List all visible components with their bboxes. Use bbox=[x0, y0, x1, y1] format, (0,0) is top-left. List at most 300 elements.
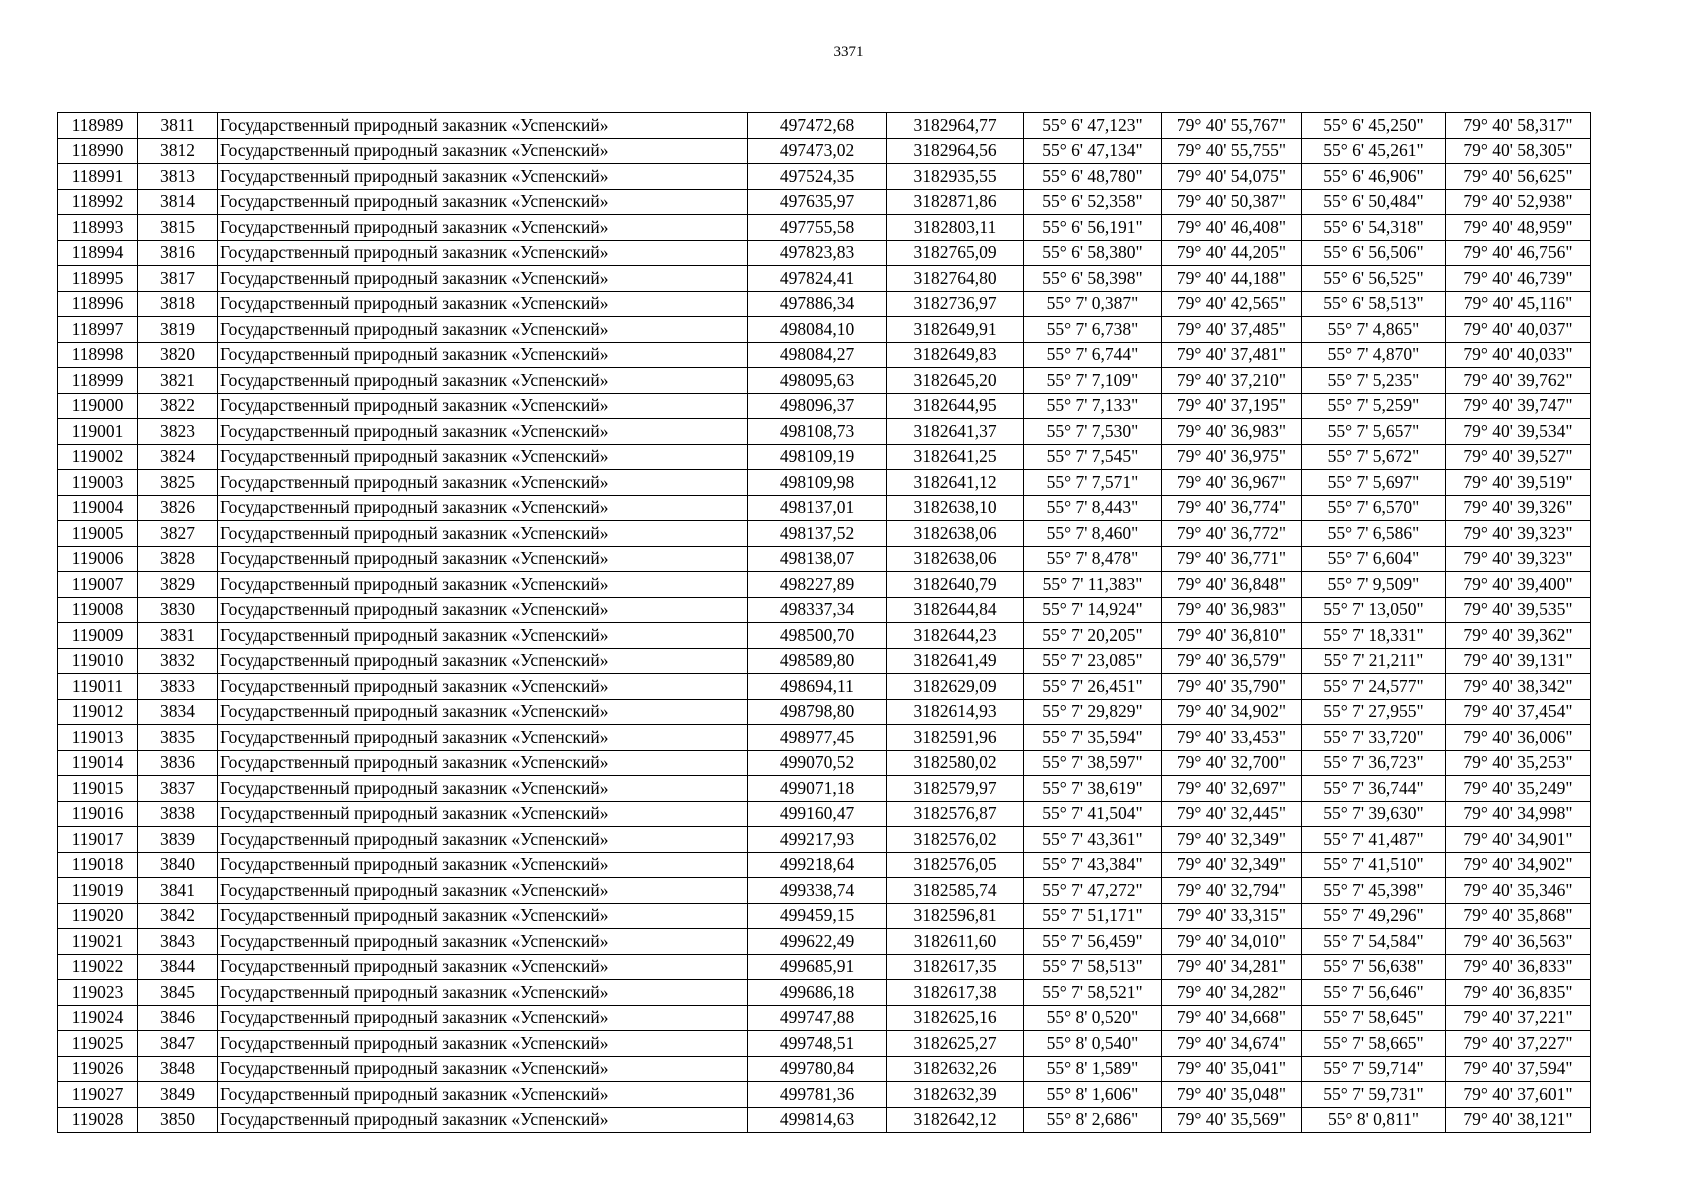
record-id-cell: 119010 bbox=[58, 648, 138, 674]
table-row bbox=[58, 189, 1591, 215]
reserve-name-cell: Государственный природный заказник «Успенский» bbox=[218, 572, 748, 598]
longitude-cell: 79° 40' 36,983" bbox=[1162, 597, 1302, 623]
reserve-name-cell: Государственный природный заказник «Успенский» bbox=[218, 393, 748, 419]
table-row bbox=[58, 878, 1591, 904]
reserve-name-cell: Государственный природный заказник «Успенский» bbox=[218, 725, 748, 751]
latitude-cell: 55° 7' 8,460" bbox=[1024, 521, 1162, 547]
table-row bbox=[58, 317, 1591, 343]
reserve-name-cell: Государственный природный заказник «Успенский» bbox=[218, 776, 748, 802]
latitude-alt-cell: 55° 7' 59,731" bbox=[1302, 1082, 1446, 1108]
latitude-alt-cell: 55° 7' 13,050" bbox=[1302, 597, 1446, 623]
longitude-cell: 79° 40' 34,668" bbox=[1162, 1005, 1302, 1031]
reserve-name-cell: Государственный природный заказник «Успенский» bbox=[218, 444, 748, 470]
x-coordinate-cell: 499160,47 bbox=[748, 801, 887, 827]
latitude-alt-cell: 55° 7' 49,296" bbox=[1302, 903, 1446, 929]
longitude-alt-cell: 79° 40' 39,326" bbox=[1446, 495, 1591, 521]
point-number-cell: 3837 bbox=[138, 776, 218, 802]
y-coordinate-cell: 3182642,12 bbox=[887, 1107, 1024, 1133]
reserve-name-cell: Государственный природный заказник «Успенский» bbox=[218, 495, 748, 521]
reserve-name-cell: Государственный природный заказник «Успенский» bbox=[218, 903, 748, 929]
reserve-name-cell: Государственный природный заказник «Успенский» bbox=[218, 215, 748, 241]
record-id-cell: 119020 bbox=[58, 903, 138, 929]
longitude-cell: 79° 40' 32,445" bbox=[1162, 801, 1302, 827]
longitude-cell: 79° 40' 32,349" bbox=[1162, 827, 1302, 853]
reserve-name-cell: Государственный природный заказник «Успенский» bbox=[218, 954, 748, 980]
longitude-alt-cell: 79° 40' 36,006" bbox=[1446, 725, 1591, 751]
longitude-alt-cell: 79° 40' 35,868" bbox=[1446, 903, 1591, 929]
record-id-cell: 119000 bbox=[58, 393, 138, 419]
table-row bbox=[58, 1031, 1591, 1057]
record-id-cell: 119022 bbox=[58, 954, 138, 980]
table-row bbox=[58, 546, 1591, 572]
latitude-alt-cell: 55° 7' 6,586" bbox=[1302, 521, 1446, 547]
latitude-cell: 55° 8' 0,520" bbox=[1024, 1005, 1162, 1031]
longitude-cell: 79° 40' 34,010" bbox=[1162, 929, 1302, 955]
table-row bbox=[58, 1082, 1591, 1108]
latitude-cell: 55° 7' 43,361" bbox=[1024, 827, 1162, 853]
y-coordinate-cell: 3182614,93 bbox=[887, 699, 1024, 725]
record-id-cell: 119024 bbox=[58, 1005, 138, 1031]
longitude-cell: 79° 40' 36,983" bbox=[1162, 419, 1302, 445]
latitude-alt-cell: 55° 8' 0,811" bbox=[1302, 1107, 1446, 1133]
reserve-name-cell: Государственный природный заказник «Успенский» bbox=[218, 368, 748, 394]
latitude-alt-cell: 55° 7' 58,645" bbox=[1302, 1005, 1446, 1031]
y-coordinate-cell: 3182964,56 bbox=[887, 138, 1024, 164]
longitude-alt-cell: 79° 40' 35,253" bbox=[1446, 750, 1591, 776]
latitude-cell: 55° 7' 8,478" bbox=[1024, 546, 1162, 572]
reserve-name-cell: Государственный природный заказник «Успенский» bbox=[218, 546, 748, 572]
longitude-cell: 79° 40' 50,387" bbox=[1162, 189, 1302, 215]
point-number-cell: 3847 bbox=[138, 1031, 218, 1057]
longitude-alt-cell: 79° 40' 39,519" bbox=[1446, 470, 1591, 496]
latitude-alt-cell: 55° 7' 4,870" bbox=[1302, 342, 1446, 368]
record-id-cell: 118992 bbox=[58, 189, 138, 215]
x-coordinate-cell: 497473,02 bbox=[748, 138, 887, 164]
point-number-cell: 3823 bbox=[138, 419, 218, 445]
record-id-cell: 118993 bbox=[58, 215, 138, 241]
point-number-cell: 3846 bbox=[138, 1005, 218, 1031]
y-coordinate-cell: 3182632,39 bbox=[887, 1082, 1024, 1108]
x-coordinate-cell: 498798,80 bbox=[748, 699, 887, 725]
x-coordinate-cell: 497755,58 bbox=[748, 215, 887, 241]
longitude-alt-cell: 79° 40' 36,833" bbox=[1446, 954, 1591, 980]
point-number-cell: 3836 bbox=[138, 750, 218, 776]
y-coordinate-cell: 3182591,96 bbox=[887, 725, 1024, 751]
longitude-alt-cell: 79° 40' 34,998" bbox=[1446, 801, 1591, 827]
longitude-alt-cell: 79° 40' 39,362" bbox=[1446, 623, 1591, 649]
x-coordinate-cell: 498108,73 bbox=[748, 419, 887, 445]
record-id-cell: 118998 bbox=[58, 342, 138, 368]
latitude-cell: 55° 7' 56,459" bbox=[1024, 929, 1162, 955]
record-id-cell: 119004 bbox=[58, 495, 138, 521]
longitude-alt-cell: 79° 40' 35,249" bbox=[1446, 776, 1591, 802]
latitude-alt-cell: 55° 6' 45,250" bbox=[1302, 113, 1446, 139]
latitude-alt-cell: 55° 7' 56,638" bbox=[1302, 954, 1446, 980]
record-id-cell: 119027 bbox=[58, 1082, 138, 1108]
y-coordinate-cell: 3182580,02 bbox=[887, 750, 1024, 776]
x-coordinate-cell: 498137,01 bbox=[748, 495, 887, 521]
longitude-cell: 79° 40' 32,697" bbox=[1162, 776, 1302, 802]
record-id-cell: 119018 bbox=[58, 852, 138, 878]
latitude-cell: 55° 7' 7,109" bbox=[1024, 368, 1162, 394]
latitude-cell: 55° 7' 14,924" bbox=[1024, 597, 1162, 623]
latitude-alt-cell: 55° 7' 39,630" bbox=[1302, 801, 1446, 827]
longitude-cell: 79° 40' 34,674" bbox=[1162, 1031, 1302, 1057]
longitude-alt-cell: 79° 40' 37,227" bbox=[1446, 1031, 1591, 1057]
longitude-alt-cell: 79° 40' 37,221" bbox=[1446, 1005, 1591, 1031]
reserve-name-cell: Государственный природный заказник «Успенский» bbox=[218, 648, 748, 674]
table-row bbox=[58, 444, 1591, 470]
longitude-alt-cell: 79° 40' 45,116" bbox=[1446, 291, 1591, 317]
reserve-name-cell: Государственный природный заказник «Успенский» bbox=[218, 929, 748, 955]
reserve-name-cell: Государственный природный заказник «Успенский» bbox=[218, 291, 748, 317]
longitude-alt-cell: 79° 40' 37,454" bbox=[1446, 699, 1591, 725]
table-row bbox=[58, 1107, 1591, 1133]
table-row bbox=[58, 521, 1591, 547]
latitude-cell: 55° 7' 51,171" bbox=[1024, 903, 1162, 929]
record-id-cell: 119001 bbox=[58, 419, 138, 445]
latitude-alt-cell: 55° 7' 27,955" bbox=[1302, 699, 1446, 725]
table-row bbox=[58, 801, 1591, 827]
longitude-alt-cell: 79° 40' 56,625" bbox=[1446, 164, 1591, 190]
point-number-cell: 3838 bbox=[138, 801, 218, 827]
latitude-alt-cell: 55° 7' 5,235" bbox=[1302, 368, 1446, 394]
record-id-cell: 119003 bbox=[58, 470, 138, 496]
longitude-cell: 79° 40' 42,565" bbox=[1162, 291, 1302, 317]
longitude-cell: 79° 40' 35,048" bbox=[1162, 1082, 1302, 1108]
y-coordinate-cell: 3182596,81 bbox=[887, 903, 1024, 929]
y-coordinate-cell: 3182803,11 bbox=[887, 215, 1024, 241]
latitude-alt-cell: 55° 7' 58,665" bbox=[1302, 1031, 1446, 1057]
longitude-cell: 79° 40' 46,408" bbox=[1162, 215, 1302, 241]
longitude-cell: 79° 40' 32,794" bbox=[1162, 878, 1302, 904]
record-id-cell: 119005 bbox=[58, 521, 138, 547]
longitude-cell: 79° 40' 37,481" bbox=[1162, 342, 1302, 368]
table-row bbox=[58, 750, 1591, 776]
x-coordinate-cell: 499459,15 bbox=[748, 903, 887, 929]
y-coordinate-cell: 3182629,09 bbox=[887, 674, 1024, 700]
x-coordinate-cell: 499814,63 bbox=[748, 1107, 887, 1133]
table-row bbox=[58, 240, 1591, 266]
record-id-cell: 119006 bbox=[58, 546, 138, 572]
point-number-cell: 3826 bbox=[138, 495, 218, 521]
latitude-cell: 55° 6' 47,123" bbox=[1024, 113, 1162, 139]
latitude-alt-cell: 55° 7' 18,331" bbox=[1302, 623, 1446, 649]
point-number-cell: 3833 bbox=[138, 674, 218, 700]
y-coordinate-cell: 3182644,23 bbox=[887, 623, 1024, 649]
y-coordinate-cell: 3182935,55 bbox=[887, 164, 1024, 190]
latitude-cell: 55° 7' 20,205" bbox=[1024, 623, 1162, 649]
latitude-cell: 55° 7' 38,619" bbox=[1024, 776, 1162, 802]
x-coordinate-cell: 498227,89 bbox=[748, 572, 887, 598]
page-number: 3371 bbox=[833, 44, 864, 60]
longitude-alt-cell: 79° 40' 39,323" bbox=[1446, 546, 1591, 572]
latitude-cell: 55° 6' 56,191" bbox=[1024, 215, 1162, 241]
coordinates-table bbox=[57, 112, 1591, 1133]
point-number-cell: 3828 bbox=[138, 546, 218, 572]
reserve-name-cell: Государственный природный заказник «Успенский» bbox=[218, 138, 748, 164]
x-coordinate-cell: 497635,97 bbox=[748, 189, 887, 215]
y-coordinate-cell: 3182641,25 bbox=[887, 444, 1024, 470]
x-coordinate-cell: 499338,74 bbox=[748, 878, 887, 904]
latitude-cell: 55° 7' 7,133" bbox=[1024, 393, 1162, 419]
longitude-alt-cell: 79° 40' 34,902" bbox=[1446, 852, 1591, 878]
x-coordinate-cell: 498977,45 bbox=[748, 725, 887, 751]
record-id-cell: 119015 bbox=[58, 776, 138, 802]
reserve-name-cell: Государственный природный заказник «Успенский» bbox=[218, 674, 748, 700]
longitude-alt-cell: 79° 40' 48,959" bbox=[1446, 215, 1591, 241]
longitude-alt-cell: 79° 40' 40,033" bbox=[1446, 342, 1591, 368]
longitude-alt-cell: 79° 40' 34,901" bbox=[1446, 827, 1591, 853]
x-coordinate-cell: 499218,64 bbox=[748, 852, 887, 878]
y-coordinate-cell: 3182645,20 bbox=[887, 368, 1024, 394]
longitude-alt-cell: 79° 40' 39,762" bbox=[1446, 368, 1591, 394]
longitude-cell: 79° 40' 34,282" bbox=[1162, 980, 1302, 1006]
record-id-cell: 118991 bbox=[58, 164, 138, 190]
point-number-cell: 3822 bbox=[138, 393, 218, 419]
record-id-cell: 118999 bbox=[58, 368, 138, 394]
record-id-cell: 119012 bbox=[58, 699, 138, 725]
reserve-name-cell: Государственный природный заказник «Успенский» bbox=[218, 852, 748, 878]
x-coordinate-cell: 499685,91 bbox=[748, 954, 887, 980]
y-coordinate-cell: 3182625,16 bbox=[887, 1005, 1024, 1031]
point-number-cell: 3819 bbox=[138, 317, 218, 343]
reserve-name-cell: Государственный природный заказник «Успенский» bbox=[218, 164, 748, 190]
y-coordinate-cell: 3182964,77 bbox=[887, 113, 1024, 139]
point-number-cell: 3849 bbox=[138, 1082, 218, 1108]
longitude-alt-cell: 79° 40' 39,747" bbox=[1446, 393, 1591, 419]
table-row bbox=[58, 827, 1591, 853]
record-id-cell: 118989 bbox=[58, 113, 138, 139]
y-coordinate-cell: 3182576,02 bbox=[887, 827, 1024, 853]
table-row bbox=[58, 1005, 1591, 1031]
table-row bbox=[58, 572, 1591, 598]
reserve-name-cell: Государственный природный заказник «Успенский» bbox=[218, 623, 748, 649]
table-row bbox=[58, 725, 1591, 751]
latitude-cell: 55° 6' 47,134" bbox=[1024, 138, 1162, 164]
reserve-name-cell: Государственный природный заказник «Успенский» bbox=[218, 113, 748, 139]
x-coordinate-cell: 497823,83 bbox=[748, 240, 887, 266]
latitude-cell: 55° 7' 29,829" bbox=[1024, 699, 1162, 725]
longitude-cell: 79° 40' 37,210" bbox=[1162, 368, 1302, 394]
x-coordinate-cell: 498095,63 bbox=[748, 368, 887, 394]
reserve-name-cell: Государственный природный заказник «Успенский» bbox=[218, 1005, 748, 1031]
longitude-cell: 79° 40' 44,188" bbox=[1162, 266, 1302, 292]
y-coordinate-cell: 3182585,74 bbox=[887, 878, 1024, 904]
longitude-alt-cell: 79° 40' 37,601" bbox=[1446, 1082, 1591, 1108]
point-number-cell: 3815 bbox=[138, 215, 218, 241]
latitude-alt-cell: 55° 6' 50,484" bbox=[1302, 189, 1446, 215]
x-coordinate-cell: 499217,93 bbox=[748, 827, 887, 853]
latitude-cell: 55° 6' 58,380" bbox=[1024, 240, 1162, 266]
point-number-cell: 3845 bbox=[138, 980, 218, 1006]
latitude-cell: 55° 7' 58,521" bbox=[1024, 980, 1162, 1006]
point-number-cell: 3832 bbox=[138, 648, 218, 674]
y-coordinate-cell: 3182638,06 bbox=[887, 521, 1024, 547]
point-number-cell: 3843 bbox=[138, 929, 218, 955]
latitude-alt-cell: 55° 7' 33,720" bbox=[1302, 725, 1446, 751]
latitude-alt-cell: 55° 6' 56,506" bbox=[1302, 240, 1446, 266]
y-coordinate-cell: 3182579,97 bbox=[887, 776, 1024, 802]
latitude-cell: 55° 8' 1,589" bbox=[1024, 1056, 1162, 1082]
reserve-name-cell: Государственный природный заказник «Успенский» bbox=[218, 1107, 748, 1133]
longitude-cell: 79° 40' 33,453" bbox=[1162, 725, 1302, 751]
y-coordinate-cell: 3182649,91 bbox=[887, 317, 1024, 343]
table-body bbox=[58, 113, 1591, 1133]
longitude-cell: 79° 40' 35,041" bbox=[1162, 1056, 1302, 1082]
longitude-cell: 79° 40' 32,700" bbox=[1162, 750, 1302, 776]
table-row bbox=[58, 470, 1591, 496]
y-coordinate-cell: 3182871,86 bbox=[887, 189, 1024, 215]
point-number-cell: 3821 bbox=[138, 368, 218, 394]
record-id-cell: 119019 bbox=[58, 878, 138, 904]
x-coordinate-cell: 498109,98 bbox=[748, 470, 887, 496]
table-row bbox=[58, 138, 1591, 164]
point-number-cell: 3824 bbox=[138, 444, 218, 470]
y-coordinate-cell: 3182617,38 bbox=[887, 980, 1024, 1006]
reserve-name-cell: Государственный природный заказник «Успенский» bbox=[218, 1056, 748, 1082]
x-coordinate-cell: 499622,49 bbox=[748, 929, 887, 955]
y-coordinate-cell: 3182764,80 bbox=[887, 266, 1024, 292]
table-row bbox=[58, 1056, 1591, 1082]
point-number-cell: 3840 bbox=[138, 852, 218, 878]
x-coordinate-cell: 499781,36 bbox=[748, 1082, 887, 1108]
latitude-alt-cell: 55° 6' 45,261" bbox=[1302, 138, 1446, 164]
table-row bbox=[58, 980, 1591, 1006]
reserve-name-cell: Государственный природный заказник «Успенский» bbox=[218, 1031, 748, 1057]
longitude-alt-cell: 79° 40' 40,037" bbox=[1446, 317, 1591, 343]
record-id-cell: 119028 bbox=[58, 1107, 138, 1133]
point-number-cell: 3811 bbox=[138, 113, 218, 139]
x-coordinate-cell: 498337,34 bbox=[748, 597, 887, 623]
x-coordinate-cell: 498109,19 bbox=[748, 444, 887, 470]
record-id-cell: 118995 bbox=[58, 266, 138, 292]
reserve-name-cell: Государственный природный заказник «Успенский» bbox=[218, 419, 748, 445]
record-id-cell: 119011 bbox=[58, 674, 138, 700]
longitude-alt-cell: 79° 40' 35,346" bbox=[1446, 878, 1591, 904]
reserve-name-cell: Государственный природный заказник «Успенский» bbox=[218, 827, 748, 853]
point-number-cell: 3842 bbox=[138, 903, 218, 929]
point-number-cell: 3835 bbox=[138, 725, 218, 751]
reserve-name-cell: Государственный природный заказник «Успенский» bbox=[218, 521, 748, 547]
latitude-alt-cell: 55° 7' 21,211" bbox=[1302, 648, 1446, 674]
table-row bbox=[58, 215, 1591, 241]
point-number-cell: 3850 bbox=[138, 1107, 218, 1133]
x-coordinate-cell: 498138,07 bbox=[748, 546, 887, 572]
longitude-alt-cell: 79° 40' 39,131" bbox=[1446, 648, 1591, 674]
record-id-cell: 119021 bbox=[58, 929, 138, 955]
longitude-alt-cell: 79° 40' 39,323" bbox=[1446, 521, 1591, 547]
point-number-cell: 3841 bbox=[138, 878, 218, 904]
reserve-name-cell: Государственный природный заказник «Успенский» bbox=[218, 240, 748, 266]
y-coordinate-cell: 3182611,60 bbox=[887, 929, 1024, 955]
reserve-name-cell: Государственный природный заказник «Успенский» bbox=[218, 801, 748, 827]
y-coordinate-cell: 3182641,37 bbox=[887, 419, 1024, 445]
latitude-alt-cell: 55° 7' 54,584" bbox=[1302, 929, 1446, 955]
y-coordinate-cell: 3182617,35 bbox=[887, 954, 1024, 980]
reserve-name-cell: Государственный природный заказник «Успенский» bbox=[218, 342, 748, 368]
point-number-cell: 3825 bbox=[138, 470, 218, 496]
x-coordinate-cell: 499747,88 bbox=[748, 1005, 887, 1031]
latitude-alt-cell: 55° 7' 41,510" bbox=[1302, 852, 1446, 878]
point-number-cell: 3814 bbox=[138, 189, 218, 215]
table-row bbox=[58, 674, 1591, 700]
longitude-alt-cell: 79° 40' 38,342" bbox=[1446, 674, 1591, 700]
latitude-alt-cell: 55° 7' 5,657" bbox=[1302, 419, 1446, 445]
table-row bbox=[58, 368, 1591, 394]
longitude-cell: 79° 40' 35,569" bbox=[1162, 1107, 1302, 1133]
longitude-cell: 79° 40' 35,790" bbox=[1162, 674, 1302, 700]
longitude-cell: 79° 40' 36,848" bbox=[1162, 572, 1302, 598]
longitude-cell: 79° 40' 34,281" bbox=[1162, 954, 1302, 980]
record-id-cell: 119016 bbox=[58, 801, 138, 827]
reserve-name-cell: Государственный природный заказник «Успенский» bbox=[218, 317, 748, 343]
point-number-cell: 3829 bbox=[138, 572, 218, 598]
x-coordinate-cell: 498137,52 bbox=[748, 521, 887, 547]
y-coordinate-cell: 3182632,26 bbox=[887, 1056, 1024, 1082]
point-number-cell: 3816 bbox=[138, 240, 218, 266]
record-id-cell: 119009 bbox=[58, 623, 138, 649]
longitude-cell: 79° 40' 36,771" bbox=[1162, 546, 1302, 572]
latitude-cell: 55° 7' 47,272" bbox=[1024, 878, 1162, 904]
table-row bbox=[58, 699, 1591, 725]
latitude-cell: 55° 7' 8,443" bbox=[1024, 495, 1162, 521]
latitude-cell: 55° 7' 41,504" bbox=[1024, 801, 1162, 827]
point-number-cell: 3817 bbox=[138, 266, 218, 292]
longitude-alt-cell: 79° 40' 46,756" bbox=[1446, 240, 1591, 266]
x-coordinate-cell: 497886,34 bbox=[748, 291, 887, 317]
reserve-name-cell: Государственный природный заказник «Успенский» bbox=[218, 470, 748, 496]
latitude-alt-cell: 55° 7' 56,646" bbox=[1302, 980, 1446, 1006]
point-number-cell: 3827 bbox=[138, 521, 218, 547]
x-coordinate-cell: 497472,68 bbox=[748, 113, 887, 139]
x-coordinate-cell: 498500,70 bbox=[748, 623, 887, 649]
longitude-alt-cell: 79° 40' 36,835" bbox=[1446, 980, 1591, 1006]
longitude-alt-cell: 79° 40' 46,739" bbox=[1446, 266, 1591, 292]
y-coordinate-cell: 3182638,10 bbox=[887, 495, 1024, 521]
x-coordinate-cell: 499748,51 bbox=[748, 1031, 887, 1057]
point-number-cell: 3839 bbox=[138, 827, 218, 853]
longitude-cell: 79° 40' 37,195" bbox=[1162, 393, 1302, 419]
x-coordinate-cell: 497524,35 bbox=[748, 164, 887, 190]
latitude-cell: 55° 7' 38,597" bbox=[1024, 750, 1162, 776]
x-coordinate-cell: 498084,27 bbox=[748, 342, 887, 368]
point-number-cell: 3813 bbox=[138, 164, 218, 190]
latitude-cell: 55° 8' 1,606" bbox=[1024, 1082, 1162, 1108]
record-id-cell: 119026 bbox=[58, 1056, 138, 1082]
point-number-cell: 3812 bbox=[138, 138, 218, 164]
record-id-cell: 119008 bbox=[58, 597, 138, 623]
table-row bbox=[58, 954, 1591, 980]
y-coordinate-cell: 3182640,79 bbox=[887, 572, 1024, 598]
table-row bbox=[58, 393, 1591, 419]
y-coordinate-cell: 3182638,06 bbox=[887, 546, 1024, 572]
latitude-cell: 55° 6' 58,398" bbox=[1024, 266, 1162, 292]
longitude-cell: 79° 40' 37,485" bbox=[1162, 317, 1302, 343]
reserve-name-cell: Государственный природный заказник «Успенский» bbox=[218, 750, 748, 776]
record-id-cell: 118997 bbox=[58, 317, 138, 343]
point-number-cell: 3834 bbox=[138, 699, 218, 725]
table-row bbox=[58, 648, 1591, 674]
latitude-alt-cell: 55° 6' 58,513" bbox=[1302, 291, 1446, 317]
reserve-name-cell: Государственный природный заказник «Успенский» bbox=[218, 980, 748, 1006]
point-number-cell: 3848 bbox=[138, 1056, 218, 1082]
y-coordinate-cell: 3182576,05 bbox=[887, 852, 1024, 878]
x-coordinate-cell: 498694,11 bbox=[748, 674, 887, 700]
longitude-cell: 79° 40' 36,772" bbox=[1162, 521, 1302, 547]
longitude-alt-cell: 79° 40' 58,317" bbox=[1446, 113, 1591, 139]
latitude-cell: 55° 7' 43,384" bbox=[1024, 852, 1162, 878]
